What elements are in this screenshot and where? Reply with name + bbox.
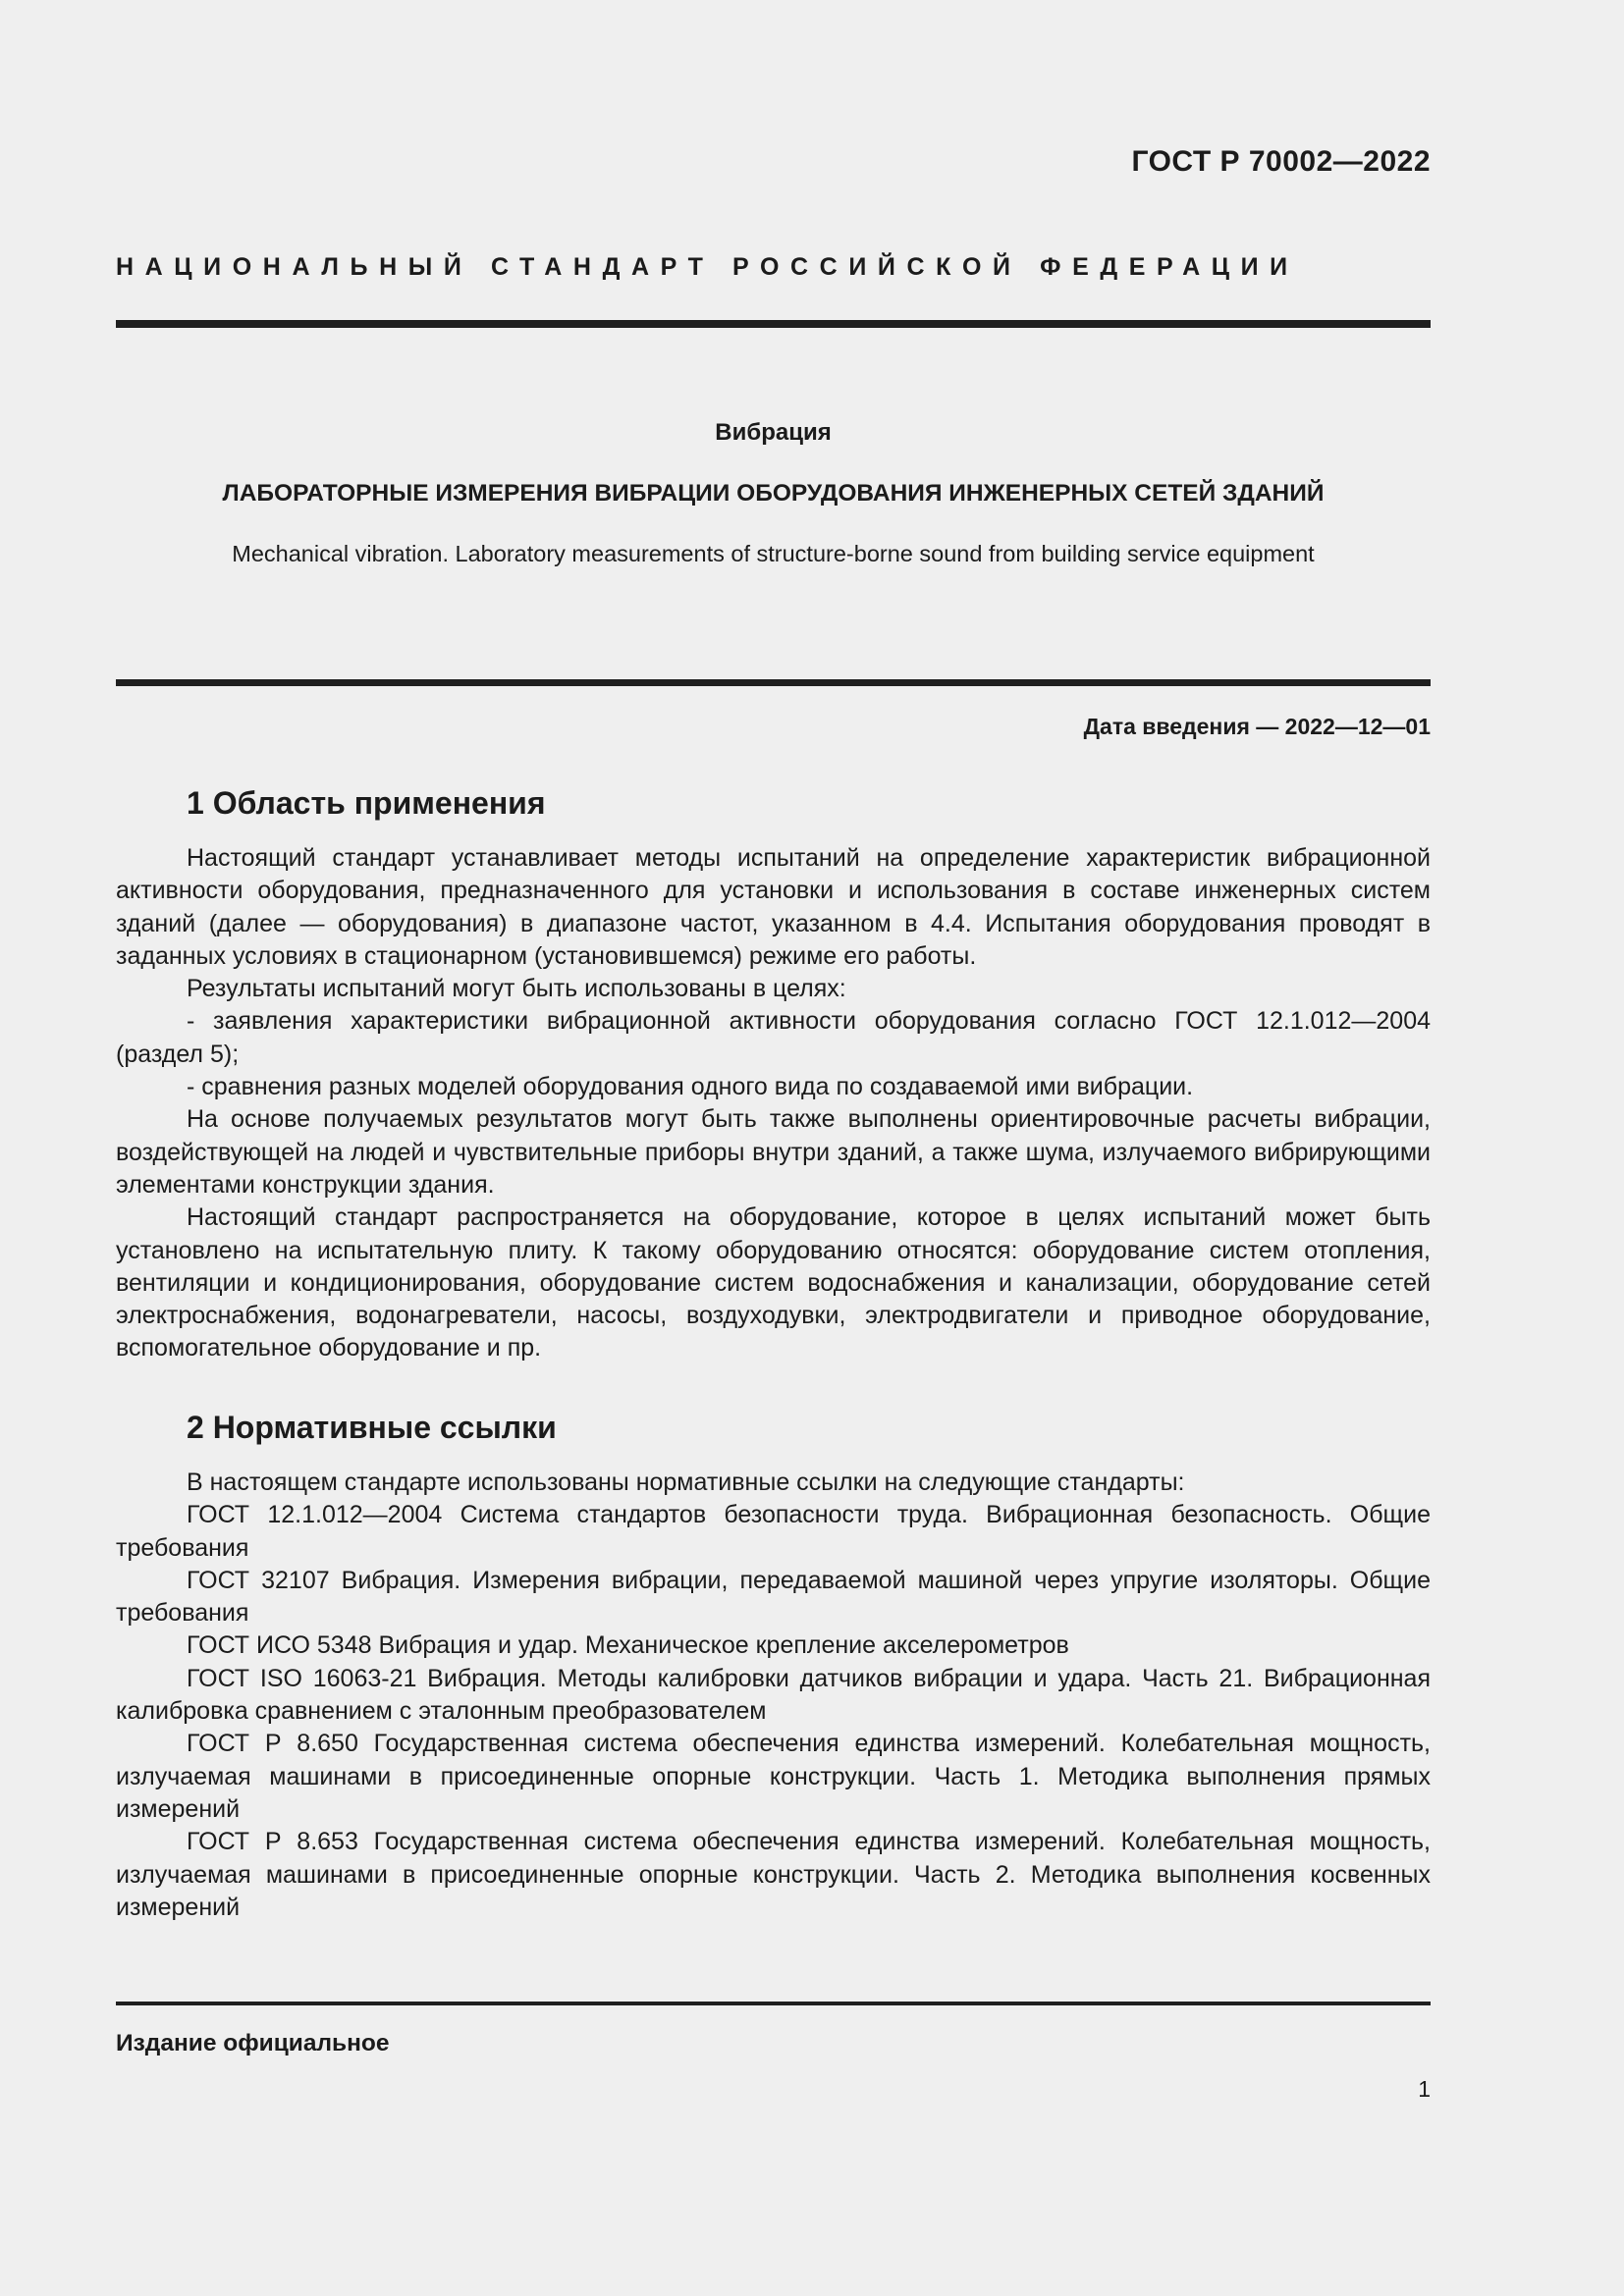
reference-item: ГОСТ ISO 16063-21 Вибрация. Методы калибровки датчиков вибрации и удара. Часть 21. Вибрационная калибровка сравнением с эталонным преобразователем [116,1664,1431,1726]
list-item: - сравнения разных моделей оборудования одного вида по создаваемой ими вибрации. [187,1073,1194,1101]
reference-item: ГОСТ 32107 Вибрация. Измерения вибрации, передаваемой машиной через упругие изоляторы. Общие требования [116,1566,1431,1628]
reference-item: ГОСТ 12.1.012—2004 Система стандартов безопасности труда. Вибрационная безопасность. Общие требования [116,1501,1431,1562]
section-1-body [116,842,1431,1365]
section-1-heading: 1 Область применения [187,785,546,821]
paragraph: На основе получаемых результатов могут быть также выполнены ориентировочные расчеты вибрации, воздействующей на людей и чувствительные приборы внутри зданий, а также шума, излучаемого вибрирующими элементами конструкции здания. [116,1105,1431,1199]
section-2-heading: 2 Нормативные ссылки [187,1410,557,1445]
reference-item: ГОСТ ИСО 5348 Вибрация и удар. Механическое крепление акселерометров [187,1631,1069,1660]
paragraph: Настоящий стандарт распространяется на оборудование, которое в целях испытаний может быть установлено на испытательную плиту. К такому оборудованию относятся: оборудование систем отопления, вентиляции и кондиционирования, оборудование систем водоснабжения и канализации, оборудование сетей электроснабжения, водонагреватели, насосы, воздуходувки, электродвигатели и приводное оборудование, вспомогательное оборудование и пр. [116,1203,1431,1362]
national-standard-heading: НАЦИОНАЛЬНЫЙ СТАНДАРТ РОССИЙСКОЙ ФЕДЕРАЦИИ [116,253,1299,281]
list-item: - заявления характеристики вибрационной активности оборудования согласно ГОСТ 12.1.012—2004 (раздел 5); [116,1007,1431,1068]
paragraph: Настоящий стандарт устанавливает методы испытаний на определение характеристик вибрационной активности оборудования, предназначенного для установки и использования в составе инженерных систем зданий (далее — оборудования) в диапазоне частот, указанном в 4.4. Испытания оборудования проводят в заданных условиях в стационарном (установившемся) режиме его работы. [116,844,1431,970]
reference-item: ГОСТ Р 8.650 Государственная система обеспечения единства измерений. Колебательная мощность, излучаемая машинами в присоединенные опорные конструкции. Часть 1. Методика выполнения прямых измерений [116,1730,1431,1823]
official-edition-label: Издание официальное [116,2030,390,2056]
document-title-russian: ЛАБОРАТОРНЫЕ ИЗМЕРЕНИЯ ВИБРАЦИИ ОБОРУДОВАНИЯ ИНЖЕНЕРНЫХ СЕТЕЙ ЗДАНИЙ [222,480,1325,507]
title-divider [116,679,1431,686]
introduction-date: Дата введения — 2022—12—01 [1083,714,1431,739]
page-number: 1 [1418,2076,1431,2102]
paragraph: Результаты испытаний могут быть использованы в целях: [187,975,846,1003]
standard-number: ГОСТ Р 70002—2022 [1131,145,1431,178]
document-title-english: Mechanical vibration. Laboratory measurements of structure-borne sound from building service equipment [232,541,1315,566]
section-2-body [116,1467,1431,1924]
reference-item: ГОСТ Р 8.653 Государственная система обеспечения единства измерений. Колебательная мощность, излучаемая машинами в присоединенные опорные конструкции. Часть 2. Методика выполнения косвенных измерений [116,1828,1431,1921]
document-subject: Вибрация [715,419,832,446]
header-divider [116,320,1431,328]
paragraph: В настоящем стандарте использованы нормативные ссылки на следующие стандарты: [187,1468,1185,1496]
footer-divider [116,2002,1431,2005]
